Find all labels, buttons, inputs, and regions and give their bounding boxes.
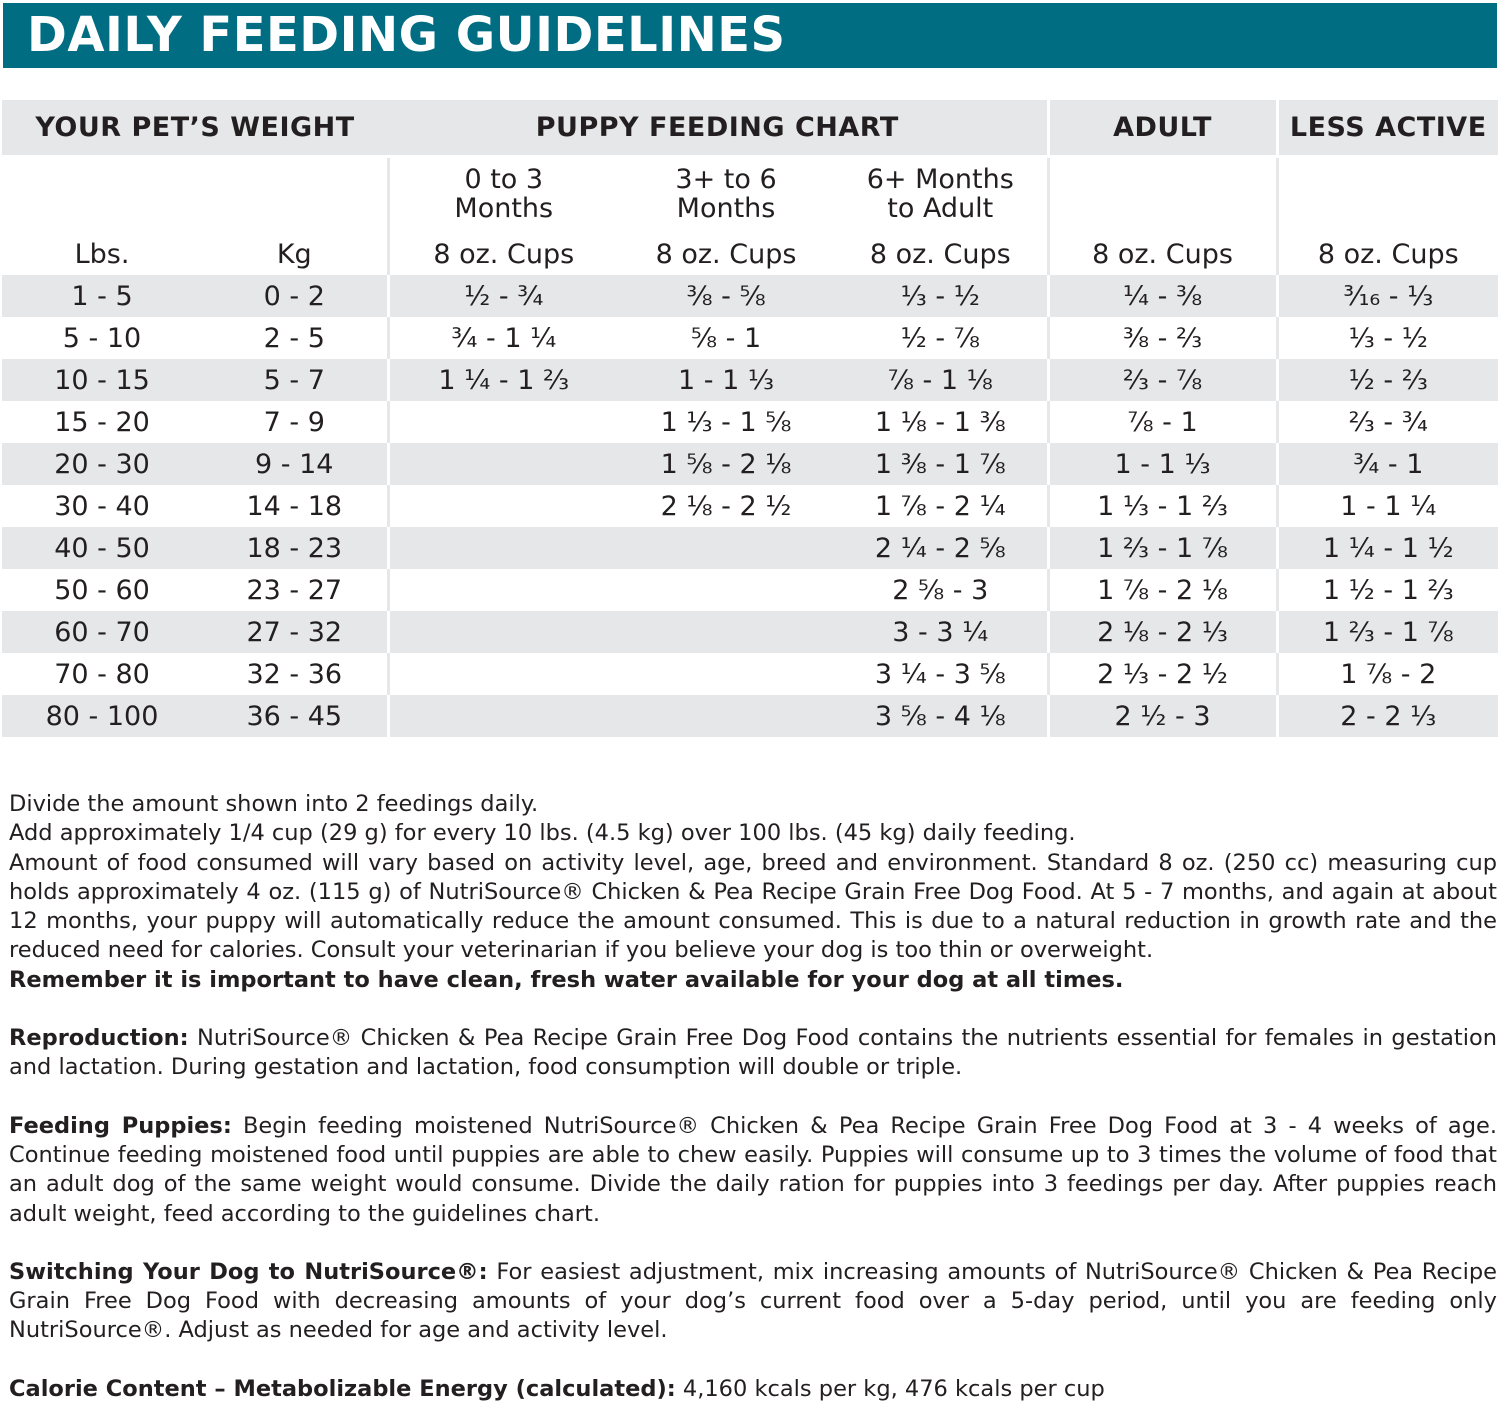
- weight-kg-cell: 5 - 7: [202, 359, 388, 401]
- section-text: 4,160 kcals per kg, 476 kcals per cup: [675, 1375, 1105, 1402]
- puppy-6-adult-cell: 3 ¼ - 3 ⅝: [874, 658, 1006, 690]
- weight-header: YOUR PET’S WEIGHT: [2, 100, 388, 157]
- puppy-0-3-cell: [388, 485, 618, 527]
- puppy-6-adult-cell: 2 ⅝ - 3: [892, 574, 989, 606]
- notes-section: [9, 790, 1497, 1404]
- puppy-3-6-cell: 2 ⅛ - 2 ½: [660, 490, 792, 522]
- weight-kg-cell: 23 - 27: [246, 574, 343, 606]
- weight-kg-cell: 2 - 5: [263, 322, 325, 354]
- puppy-0-3-cell: [388, 443, 618, 485]
- puppy-3-6-cell: 1 - 1 ⅓: [618, 359, 834, 401]
- less-active-cell: ³⁄₁₆ - ⅓: [1277, 275, 1498, 317]
- feeding-table: [2, 100, 1498, 737]
- puppy-0-3-cell: ½ - ¾: [388, 275, 618, 317]
- puppy-3-6-cell: [618, 569, 834, 611]
- empty-cell: [2, 157, 388, 232]
- less-active-cell: 1 - 1 ¼: [1277, 485, 1498, 527]
- puppy-0-3-cell: [388, 401, 618, 443]
- weight-lbs-cell: 80 - 100: [2, 695, 202, 737]
- title-banner: [3, 3, 1497, 68]
- section-label: Switching Your Dog to NutriSource®:: [9, 1258, 488, 1285]
- adult-cell: 1 - 1 ⅓: [1048, 443, 1277, 485]
- table-row: [2, 401, 1498, 443]
- puppy-3-6-cell: [618, 527, 834, 569]
- section-label: Reproduction:: [9, 1025, 189, 1052]
- weight-lbs-cell: 60 - 70: [2, 611, 202, 653]
- water-text: Remember it is important to have clean, fresh water available for your dog at all times.: [9, 966, 1124, 993]
- weight-kg-cell: 36 - 45: [202, 695, 388, 737]
- weight-kg-cell: 9 - 14: [202, 443, 388, 485]
- unit-header: 8 oz. Cups: [1048, 232, 1277, 276]
- adult-cell: 1 ⅓ - 1 ⅔: [1048, 485, 1277, 527]
- weight-kg-cell: 0 - 2: [202, 275, 388, 317]
- puppy-6-adult-cell: 2 ¼ - 2 ⅝: [834, 527, 1048, 569]
- weight-lbs-cell: 15 - 20: [54, 406, 150, 438]
- note-over-100: Add approximately 1/4 cup (29 g) for every 10 lbs. (4.5 kg) over 100 lbs. (45 kg) daily feeding.: [9, 820, 1076, 847]
- adult-cell: ⅞ - 1: [1048, 401, 1277, 443]
- table-row: [2, 359, 1498, 401]
- table-row: [2, 653, 1498, 695]
- adult-cell: ⅜ - ⅔: [1048, 317, 1277, 359]
- puppy-header: PUPPY FEEDING CHART: [388, 100, 1048, 157]
- note-water: [9, 966, 1497, 995]
- puppy-6-adult-cell: 1 ⅞ - 2 ¼: [874, 490, 1006, 522]
- weight-lbs-cell: 5 - 10: [62, 322, 142, 354]
- adult-header: ADULT: [1048, 100, 1277, 157]
- age-line: 3+ to 6: [675, 164, 777, 195]
- unit-header-row: [2, 232, 1498, 276]
- less-active-header: LESS ACTIVE: [1277, 100, 1498, 157]
- table-row: [2, 317, 1498, 359]
- weight-lbs-cell: 50 - 60: [54, 574, 150, 606]
- age-header-row: [2, 157, 1498, 232]
- section-text: NutriSource® Chicken & Pea Recipe Grain Free Dog Food contains the nutrients essential for females in gestation and lactation. During gestation and lactation, food consumption will double or triple.: [9, 1025, 1497, 1081]
- puppy-6-adult-cell: 3 - 3 ¼: [834, 611, 1048, 653]
- age-line: to Adult: [887, 193, 994, 224]
- puppy-6-adult-cell: ½ - ⅞: [900, 322, 980, 354]
- calorie-section: [9, 1375, 1497, 1404]
- puppy-0-3-cell: [388, 611, 618, 653]
- section-label: Calorie Content – Metabolizable Energy (calculated):: [9, 1375, 676, 1402]
- section-text: For easiest adjustment, mix increasing amounts of NutriSource® Chicken & Pea Recipe Grain Free Dog Food with decreasing amounts of your dog’s current food over a 5-day period, until you are feeding only NutriSource®. Adjust as needed for age and activity level.: [9, 1258, 1498, 1344]
- less-active-cell: ½ - ⅔: [1277, 359, 1498, 401]
- note-feedings: Divide the amount shown into 2 feedings daily.: [9, 791, 539, 817]
- age-line: Months: [454, 193, 554, 224]
- puppy-3-6-cell: 1 ⅝ - 2 ⅛: [618, 443, 834, 485]
- less-active-cell: 1 ¼ - 1 ½: [1277, 527, 1498, 569]
- less-active-cell: 1 ½ - 1 ⅔: [1277, 569, 1498, 611]
- unit-header: Lbs.: [2, 232, 202, 276]
- weight-kg-cell: 18 - 23: [202, 527, 388, 569]
- puppy-6-adult-cell: 1 ⅜ - 1 ⅞: [834, 443, 1048, 485]
- weight-lbs-cell: 20 - 30: [2, 443, 202, 485]
- unit-header: 8 oz. Cups: [834, 232, 1048, 276]
- unit-header: Kg: [202, 232, 388, 276]
- weight-lbs-cell: 1 - 5: [2, 275, 202, 317]
- weight-lbs-cell: 10 - 15: [2, 359, 202, 401]
- less-active-cell: ⅔ - ¾: [1277, 401, 1498, 443]
- puppy-0-3-cell: [388, 695, 618, 737]
- puppy-0-3-cell: 1 ¼ - 1 ⅔: [388, 359, 618, 401]
- switching-section: [9, 1258, 1497, 1346]
- table-row: [2, 695, 1498, 737]
- puppy-0-3-cell: [388, 653, 618, 695]
- group-header-row: [2, 100, 1498, 157]
- weight-lbs-cell: 40 - 50: [2, 527, 202, 569]
- feeding-puppies-section: [9, 1112, 1497, 1229]
- adult-cell: ⅔ - ⅞: [1048, 359, 1277, 401]
- puppy-0-3-cell: [388, 569, 618, 611]
- age-6-adult-header: [834, 157, 1048, 232]
- table-row: [2, 443, 1498, 485]
- puppy-3-6-cell: ⅝ - 1: [690, 322, 762, 354]
- weight-lbs-cell: 30 - 40: [54, 490, 150, 522]
- reproduction-section: [9, 1024, 1497, 1083]
- adult-cell: 2 ⅛ - 2 ⅓: [1048, 611, 1277, 653]
- adult-cell: 1 ⅞ - 2 ⅛: [1048, 569, 1277, 611]
- empty-cell: [1277, 157, 1498, 232]
- less-active-cell: 1 ⅞ - 2: [1277, 653, 1498, 695]
- table-row: [2, 527, 1498, 569]
- age-line: 0 to 3: [464, 164, 544, 195]
- table-body: [2, 275, 1498, 737]
- puppy-3-6-cell: ⅜ - ⅝: [618, 275, 834, 317]
- puppy-0-3-cell: ¾ - 1 ¼: [388, 317, 618, 359]
- age-line: Months: [676, 193, 776, 224]
- puppy-3-6-cell: [618, 611, 834, 653]
- adult-cell: ¼ - ⅜: [1048, 275, 1277, 317]
- less-active-cell: ¾ - 1: [1277, 443, 1498, 485]
- table-row: [2, 485, 1498, 527]
- age-3-6-header: [618, 157, 834, 232]
- weight-kg-cell: 7 - 9: [263, 406, 325, 438]
- adult-cell: 1 ⅔ - 1 ⅞: [1048, 527, 1277, 569]
- section-text: Begin feeding moistened NutriSource® Chicken & Pea Recipe Grain Free Dog Food at 3 - 4 weeks of age. Continue feeding moistened food until puppies are able to chew easily. Puppies will consume up to 3 times the volume of food that an adult dog of the same weight would consume. Divide the daily ration for puppies into 3 feedings per day. After puppies reach adult weight, feed according to the guidelines chart.: [9, 1112, 1497, 1227]
- adult-cell: 2 ½ - 3: [1048, 695, 1277, 737]
- less-active-cell: ⅓ - ½: [1277, 317, 1498, 359]
- puppy-6-adult-cell: ⅓ - ½: [834, 275, 1048, 317]
- unit-header: 8 oz. Cups: [618, 232, 834, 276]
- puppy-6-adult-cell: 1 ⅛ - 1 ⅜: [874, 406, 1006, 438]
- weight-lbs-cell: 70 - 80: [54, 658, 150, 690]
- weight-kg-cell: 32 - 36: [246, 658, 343, 690]
- page-title: DAILY FEEDING GUIDELINES: [27, 7, 786, 63]
- weight-kg-cell: 14 - 18: [246, 490, 343, 522]
- puppy-3-6-cell: [618, 653, 834, 695]
- puppy-0-3-cell: [388, 527, 618, 569]
- note-paragraph: Amount of food consumed will vary based on activity level, age, breed and environment. Standard 8 oz. (250 cc) measuring cup holds approximately 4 oz. (115 g) of NutriSource® Chicken & Pea Recipe Grain Free Dog Food. At 5 - 7 months, and again at about 12 months, your puppy will automatically reduce the amount consumed. This is due to a natural reduction in growth rate and the reduced need for calories. Consult your veterinarian if you believe your dog is too thin or overweight.: [9, 849, 1497, 964]
- section-label: Feeding Puppies:: [9, 1112, 232, 1139]
- puppy-3-6-cell: [618, 695, 834, 737]
- empty-cell: [1048, 157, 1277, 232]
- puppy-6-adult-cell: 3 ⅝ - 4 ⅛: [834, 695, 1048, 737]
- less-active-cell: 2 - 2 ⅓: [1277, 695, 1498, 737]
- table-row: [2, 611, 1498, 653]
- unit-header: 8 oz. Cups: [388, 232, 618, 276]
- puppy-3-6-cell: 1 ⅓ - 1 ⅝: [660, 406, 792, 438]
- less-active-cell: 1 ⅔ - 1 ⅞: [1277, 611, 1498, 653]
- age-line: 6+ Months: [866, 164, 1014, 195]
- weight-kg-cell: 27 - 32: [202, 611, 388, 653]
- puppy-6-adult-cell: ⅞ - 1 ⅛: [834, 359, 1048, 401]
- adult-cell: 2 ⅓ - 2 ½: [1048, 653, 1277, 695]
- table-row: [2, 275, 1498, 317]
- unit-header: 8 oz. Cups: [1277, 232, 1498, 276]
- age-0-3-header: [388, 157, 618, 232]
- table-row: [2, 569, 1498, 611]
